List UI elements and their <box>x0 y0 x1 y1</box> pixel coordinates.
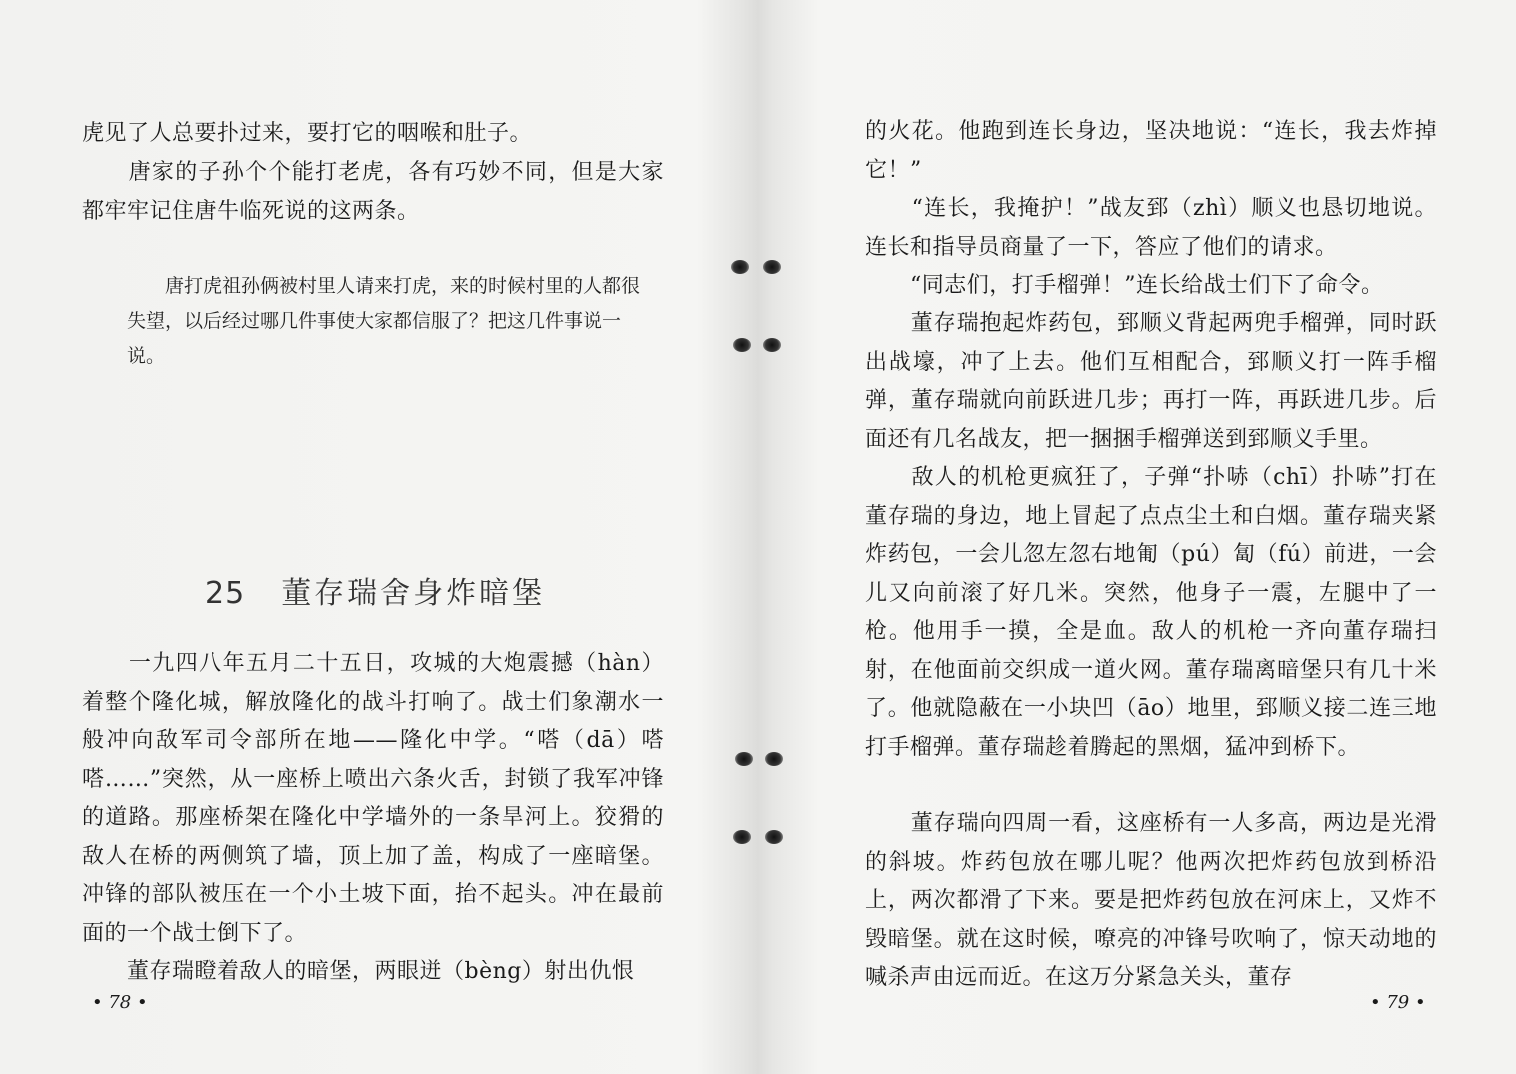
binding-hole <box>733 830 751 844</box>
chapter-number: 25 <box>205 576 246 611</box>
right-paragraph-5: 敌人的机枪更疯狂了，子弹“扑哧（chī）扑哧”打在董存瑞的身边，地上冒起了点点尘土和白烟。董存瑞夹紧炸药包，一会儿忽左忽右地匍（pú）匐（fú）前进，一会儿又向前滚了好几米。突然，他身子一震，左腿中了一枪。他用手一摸，全是血。敌人的机枪一齐向董存瑞扫射，在他面前交织成一道火网。董存瑞离暗堡只有几十米了。他就隐蔽在一小块凹（āo）地里，郅顺义接二连三地打手榴弹。董存瑞趁着腾起的黑烟，猛冲到桥下。 <box>865 465 1437 760</box>
right-paragraph-1: 的火花。他跑到连长身边，坚决地说：“连长，我去炸掉它！” <box>865 119 1437 183</box>
chapter-title <box>205 568 545 612</box>
right-paragraph-4: 董存瑞抱起炸药包，郅顺义背起两兜手榴弹，同时跃出战壕，冲了上去。他们互相配合，郅顺义打一阵手榴弹，董存瑞就向前跃进几步；再打一阵，再跃进几步。后面还有几名战友，把一捆捆手榴弹送到郅顺义手里。 <box>865 311 1437 452</box>
left-paragraph-2: 唐家的子孙个个能打老虎，各有巧妙不同，但是大家都牢牢记住唐牛临死说的这两条。 <box>82 160 664 224</box>
left-page <box>0 0 745 1074</box>
exercise-question: 唐打虎祖孙俩被村里人请来打虎，来的时候村里的人都很失望，以后经过哪几件事使大家都信服了？把这几件事说一说。 <box>127 275 641 367</box>
story-paragraph-1: 一九四八年五月二十五日，攻城的大炮震撼（hàn）着整个隆化城，解放隆化的战斗打响了。战士们象潮水一般冲向敌军司令部所在地——隆化中学。“嗒（dā）嗒嗒……”突然，从一座桥上喷出六条火舌，封锁了我军冲锋的道路。那座桥架在隆化中学墙外的一条旱河上。狡猾的敌人在桥的两侧筑了墙，顶上加了盖，构成了一座暗堡。冲锋的部队被压在一个小土坡下面，抬不起头。冲在最前面的一个战士倒下了。 <box>82 651 664 946</box>
binding-hole <box>735 752 753 766</box>
page-number-left: • 78 • <box>92 992 148 1013</box>
page-number-right: • 79 • <box>1370 992 1426 1013</box>
chapter-title-text: 董存瑞舍身炸暗堡 <box>281 576 546 611</box>
right-paragraph-3: “同志们，打手榴弹！”连长给战士们下了命令。 <box>865 273 1384 298</box>
right-paragraph-6: 董存瑞向四周一看，这座桥有一人多高，两边是光滑的斜坡。炸药包放在哪儿呢？他两次把炸药包放到桥沿上，两次都滑了下来。要是把炸药包放在河床上，又炸不毁暗堡。就在这时候，嘹亮的冲锋号吹响了，惊天动地的喊杀声由远而近。在这万分紧急关头，董存 <box>865 811 1437 990</box>
left-paragraph-1: 虎见了人总要扑过来，要打它的咽喉和肚子。 <box>82 121 533 146</box>
binding-hole <box>731 260 749 274</box>
story-paragraph-2: 董存瑞瞪着敌人的暗堡，两眼迸（bèng）射出仇恨 <box>82 959 635 984</box>
binding-hole <box>733 338 751 352</box>
right-paragraph-2: “连长，我掩护！”战友郅（zhì）顺义也恳切地说。连长和指导员商量了一下，答应了他们的请求。 <box>865 196 1437 260</box>
right-page <box>770 0 1516 1074</box>
